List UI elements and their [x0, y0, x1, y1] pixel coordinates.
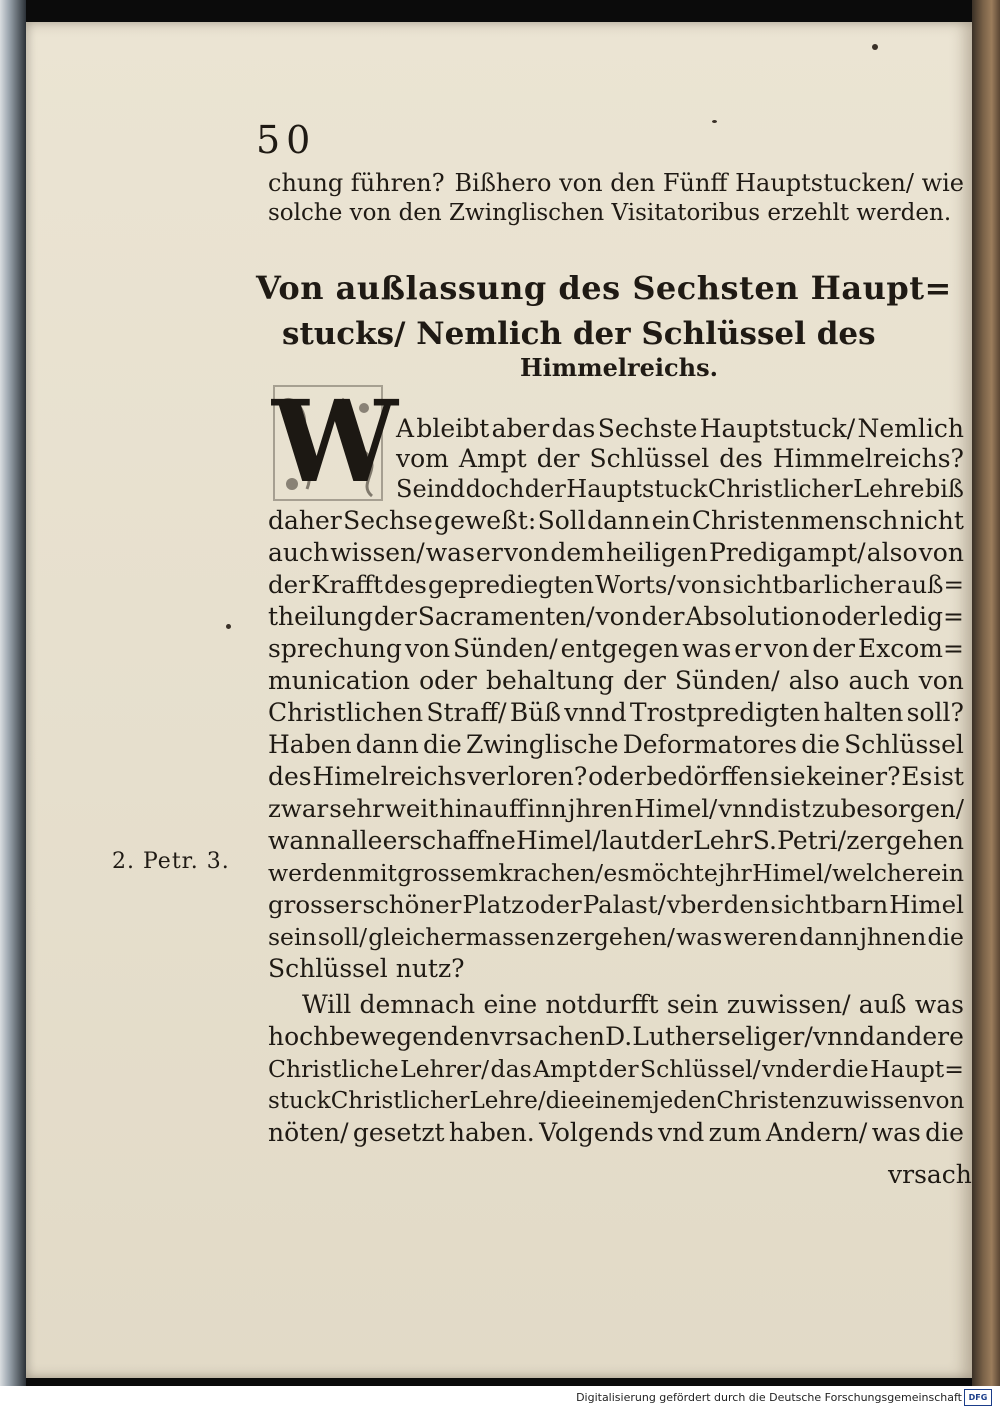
body-line-11: Haben dann die Zwinglische Deformatores die Schlüssel	[268, 730, 964, 759]
decorated-initial-letter: W	[272, 377, 398, 508]
dfg-logo-icon: DFG	[964, 1389, 992, 1406]
body-line-5: auch wissen/ was er von dem heiligen Predigampt/ also von	[268, 538, 964, 567]
body-line-10: Christlichen Straff/ Büß vnnd Trostpredigten halten soll?	[268, 698, 964, 727]
marginal-note: 2. Petr. 3.	[112, 849, 230, 874]
body-line-13: zwar sehr weit hinauff inn jhren Himel/ vnnd ist zubesorgen/	[268, 794, 964, 823]
body-line-22: stuck Christlicher Lehre/ die einem jeden Christen zu wissen von	[268, 1088, 965, 1114]
body-line-14: wann alle erschaffne Himel/ laut der Lehr S. Petri/ zergehen	[268, 826, 964, 855]
body-line-23: nöten/ gesetzt haben. Volgends vnd zum Andern/ was die	[268, 1118, 964, 1147]
body-line-20: hochbewegenden vrsachen D. Luther seliger/ vnnd andere	[268, 1022, 964, 1051]
body-line-2: vom Ampt der Schlüssel des Himmelreichs?	[396, 444, 964, 473]
body-line-15: werden mit grossem krachen/ es möchte jhr Himel/ welcher ein	[268, 859, 964, 887]
intro-line-1	[268, 168, 964, 198]
intro-line-1-part-1: chung führen?	[268, 169, 445, 197]
body-line-17: sein soll/ gleichermassen zergehen/ was weren dann jhnen die	[268, 923, 964, 951]
body-line-1: A bleibt aber das Sechste Hauptstuck/ Nemlich	[396, 414, 964, 443]
book-page-edge	[972, 0, 1000, 1386]
page-number: 50	[256, 118, 317, 162]
funding-credit: Digitalisierung gefördert durch die Deutsche Forschungsgemeinschaft	[576, 1391, 962, 1404]
intro-line-2-text: solche von den Zwinglischen Visitatoribus erzehlt werden.	[268, 200, 952, 226]
body-line-3: Seind doch der Hauptstuck Christlicher Lehre biß	[396, 475, 964, 503]
ink-speck	[872, 44, 878, 50]
body-line-16: grosser schöner Platz oder Palast/ vber den sichtbarn Himel	[268, 890, 964, 919]
chapter-heading-line-2: stucks/ Nemlich der Schlüssel des	[282, 316, 876, 352]
scanner-left-strip	[0, 0, 26, 1386]
body-line-8: sprechung von Sünden/ entgegen was er von der Excom=	[268, 634, 964, 663]
body-line-18: Schlüssel nutz?	[268, 954, 465, 983]
body-line-19: Will demnach eine notdurfft sein zuwissen/ auß was	[302, 990, 964, 1019]
body-line-12: des Himelreichs verloren? oder bedörffen sie keiner? Es ist	[268, 762, 964, 791]
body-line-9: munication oder behaltung der Sünden/ also auch von	[268, 666, 964, 695]
body-line-21: Christliche Lehrer/ das Ampt der Schlüssel/ vnder die Haupt=	[268, 1055, 964, 1083]
body-line-4: daher Sechse geweßt: Soll dann ein Christenmensch nicht	[268, 506, 964, 535]
ink-speck	[226, 624, 231, 629]
ink-speck	[712, 120, 717, 123]
chapter-heading-line-3: Himmelreichs.	[520, 353, 718, 382]
intro-line-1-part-2: Bißhero von den Fünff Hauptstucken/ wie	[454, 169, 964, 197]
intro-line-2	[268, 198, 964, 228]
chapter-heading-line-1: Von außlassung des Sechsten Haupt=	[256, 269, 952, 307]
body-line-6: der Krafft des geprediegten Worts/ von sichtbarlicher auß=	[268, 570, 964, 599]
body-line-7: theilung der Sacramenten/ von der Absolution oder ledig=	[268, 602, 964, 631]
catchword: vrsach	[888, 1160, 972, 1189]
